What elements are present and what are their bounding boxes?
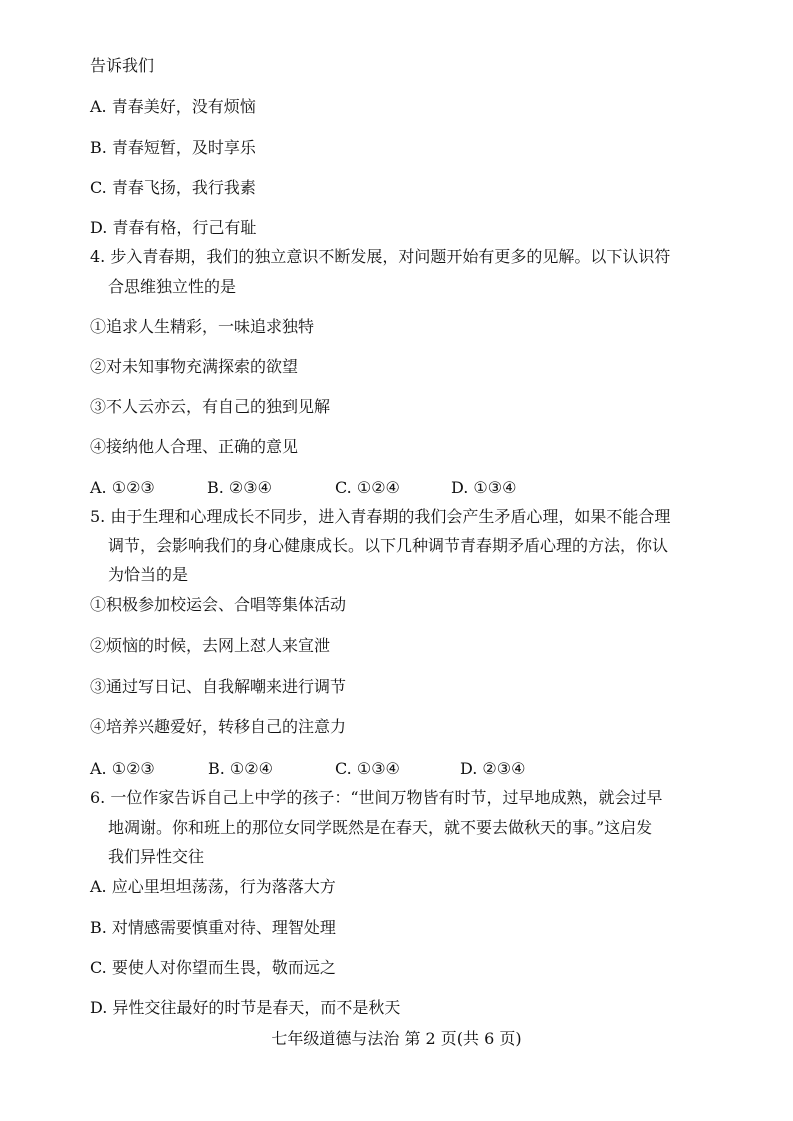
q4-item-1: ①追求人生精彩，一味追求独特 [90,317,315,336]
q6-stem-line2: 地凋谢。你和班上的那位女同学既然是在春天，就不要去做秋天的事。”这启发 [108,818,653,837]
q6-stem-line3: 我们异性交往 [108,847,205,866]
q6-option-d: D. 异性交往最好的时节是春天，而不是秋天 [90,998,401,1017]
q6-option-b: B. 对情感需要慎重对待、理智处理 [90,918,336,937]
q5-choice-c: C. ①③④ [335,759,400,778]
q4-item-2: ②对未知事物充满探索的欲望 [90,357,299,376]
page-footer: 七年级道德与法治 第 2 页(共 6 页) [271,1029,522,1048]
q5-choice-b: B. ①②④ [208,759,273,778]
q3-stem-end: 告诉我们 [90,56,155,75]
q6-option-a: A. 应心里坦坦荡荡，行为落落大方 [90,877,336,896]
q4-choice-a: A. ①②③ [90,478,155,497]
q5-stem-line2: 调节，会影响我们的身心健康成长。以下几种调节青春期矛盾心理的方法，你认 [108,536,669,555]
q5-item-2: ②烦恼的时候，去网上怼人来宣泄 [90,636,331,655]
q3-option-c: C. 青春飞扬，我行我素 [90,178,256,197]
q3-option-a: A. 青春美好，没有烦恼 [90,97,256,116]
q5-item-3: ③通过写日记、自我解嘲来进行调节 [90,677,347,696]
q4-item-4: ④接纳他人合理、正确的意见 [90,437,299,456]
q4-choice-d: D. ①③④ [451,478,517,497]
q4-choice-b: B. ②③④ [207,478,272,497]
q5-item-1: ①积极参加校运会、合唱等集体活动 [90,595,347,614]
q3-option-d: D. 青春有格，行己有耻 [90,218,257,237]
q5-stem-line1: 5. 由于生理和心理成长不同步，进入青春期的我们会产生矛盾心理，如果不能合理 [90,507,671,526]
q6-stem-line1: 6. 一位作家告诉自己上中学的孩子：“世间万物皆有时节，过早地成熟，就会过早 [90,788,663,807]
q5-stem-line3: 为恰当的是 [108,565,189,584]
q5-item-4: ④培养兴趣爱好，转移自己的注意力 [90,717,347,736]
q4-stem-line2: 合思维独立性的是 [108,277,237,296]
q4-item-3: ③不人云亦云，有自己的独到见解 [90,397,331,416]
q4-choice-c: C. ①②④ [335,478,400,497]
q5-choice-a: A. ①②③ [90,759,155,778]
q4-stem-line1: 4. 步入青春期，我们的独立意识不断发展，对问题开始有更多的见解。以下认识符 [90,247,671,266]
q5-choice-d: D. ②③④ [460,759,526,778]
q6-option-c: C. 要使人对你望而生畏，敬而远之 [90,958,336,977]
q3-option-b: B. 青春短暂，及时享乐 [90,138,256,157]
